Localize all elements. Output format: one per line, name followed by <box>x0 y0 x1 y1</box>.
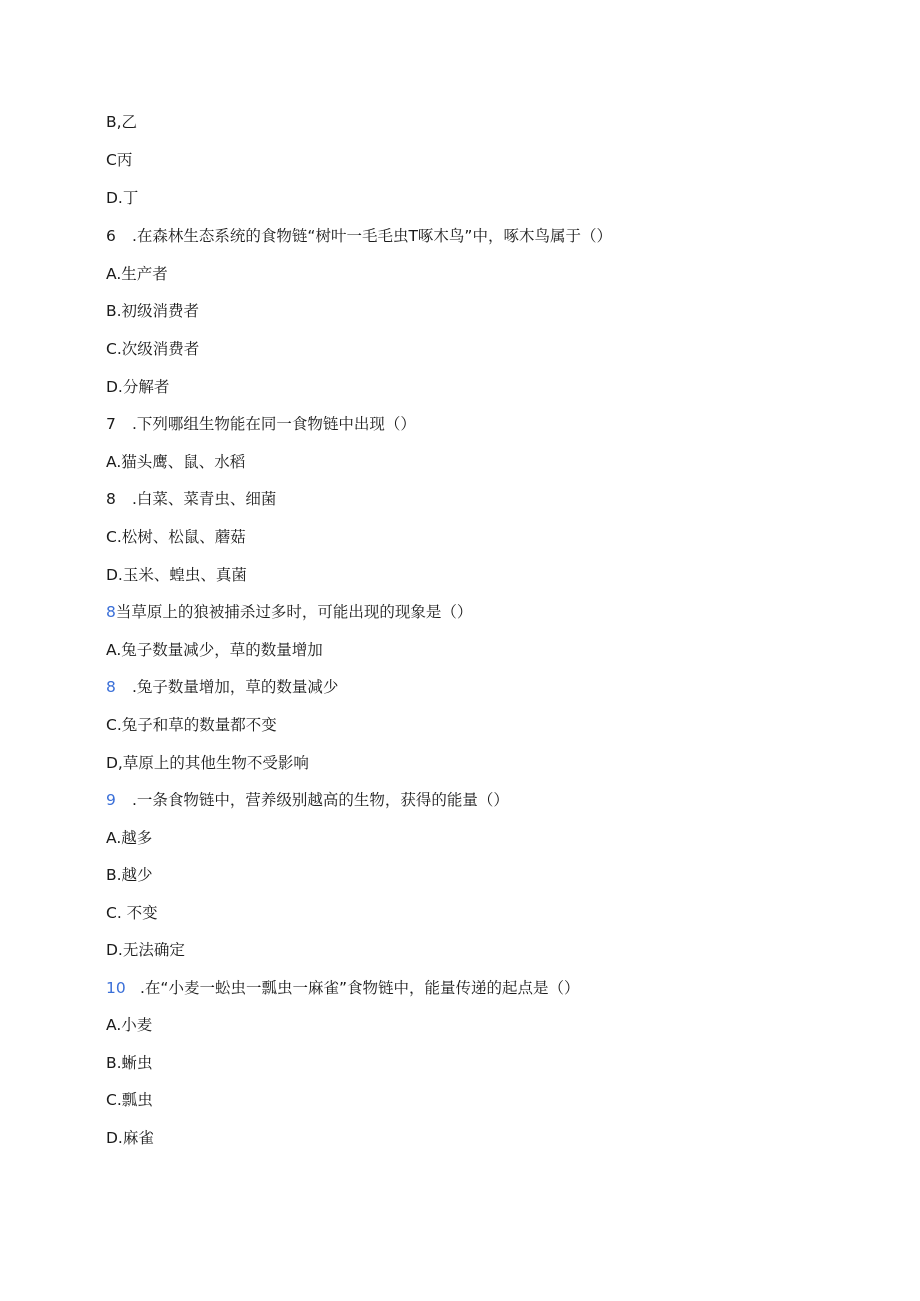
line-text: D.丁 <box>106 189 139 207</box>
line-text: D.麻雀 <box>106 1129 154 1147</box>
line-text: .兔子数量增加，草的数量减少 <box>132 678 339 696</box>
question-text: 当草原上的狼被捕杀过多时，可能出现的现象是（） <box>115 603 473 621</box>
question-text: .在森林生态系统的食物链“树叶一毛毛虫T啄木鸟”中，啄木鸟属于（） <box>132 227 612 245</box>
option-a-line <box>106 450 245 474</box>
question-number: 9 <box>106 791 116 809</box>
option-d-line <box>106 1126 154 1150</box>
line-text: D.分解者 <box>106 378 170 396</box>
question-text: .一条食物链中，营养级别越高的生物，获得的能量（） <box>132 791 509 809</box>
line-text: D.玉米、蝗虫、真菌 <box>106 566 247 584</box>
question-number: 8 <box>106 678 116 696</box>
line-text: C. 不变 <box>106 904 158 922</box>
option-d-line <box>106 375 169 399</box>
option-d-line <box>106 938 185 962</box>
question-10 <box>106 976 580 1000</box>
question-text: .在“小麦一蚣虫一瓢虫一麻雀”食物链中，能量传递的起点是（） <box>140 979 580 997</box>
option-b-line <box>106 675 338 699</box>
line-text: B.越少 <box>106 866 153 884</box>
line-text: C.兔子和草的数量都不变 <box>106 716 277 734</box>
option-b-line <box>106 1051 153 1075</box>
line-text: A.生产者 <box>106 265 168 283</box>
question-7 <box>106 412 416 436</box>
option-c-line <box>106 713 277 737</box>
question-8 <box>106 600 472 624</box>
line-text: C丙 <box>106 151 133 169</box>
option-b-line <box>106 487 276 511</box>
question-number: 10 <box>106 979 126 997</box>
option-c-line <box>106 337 199 361</box>
question-number: 6 <box>106 227 116 245</box>
option-a-line <box>106 1013 152 1037</box>
line-text: A.越多 <box>106 829 153 847</box>
option-b-line <box>106 299 199 323</box>
line-text: C.瓢虫 <box>106 1091 153 1109</box>
line-text: B,乙 <box>106 113 138 131</box>
option-b-line <box>106 863 153 887</box>
line-text: A.兔子数量减少，草的数量增加 <box>106 641 323 659</box>
option-d-line <box>106 186 138 210</box>
line-text: A.猫头鹰、鼠、水稻 <box>106 453 246 471</box>
option-c-line <box>106 1088 153 1112</box>
option-b-line <box>106 110 137 134</box>
option-c-line <box>106 148 132 172</box>
line-text: C.次级消费者 <box>106 340 200 358</box>
line-text: D.无法确定 <box>106 941 185 959</box>
option-d-line <box>106 563 247 587</box>
option-d-line <box>106 751 309 775</box>
question-number: 8 <box>106 490 116 508</box>
line-text: B.初级消费者 <box>106 302 200 320</box>
line-text: C.松树、松鼠、蘑菇 <box>106 528 246 546</box>
question-6 <box>106 224 612 248</box>
line-text: .白菜、菜青虫、细菌 <box>132 490 277 508</box>
option-a-line <box>106 262 168 286</box>
line-text: B.蜥虫 <box>106 1054 153 1072</box>
question-9 <box>106 788 509 812</box>
question-number: 8 <box>106 603 116 621</box>
option-c-line <box>106 525 246 549</box>
option-a-line <box>106 638 323 662</box>
option-a-line <box>106 826 152 850</box>
question-text: .下列哪组生物能在同一食物链中出现（） <box>132 415 416 433</box>
question-number: 7 <box>106 415 116 433</box>
option-c-line <box>106 901 158 925</box>
line-text: D,草原上的其他生物不受影响 <box>106 754 309 772</box>
line-text: A.小麦 <box>106 1016 153 1034</box>
